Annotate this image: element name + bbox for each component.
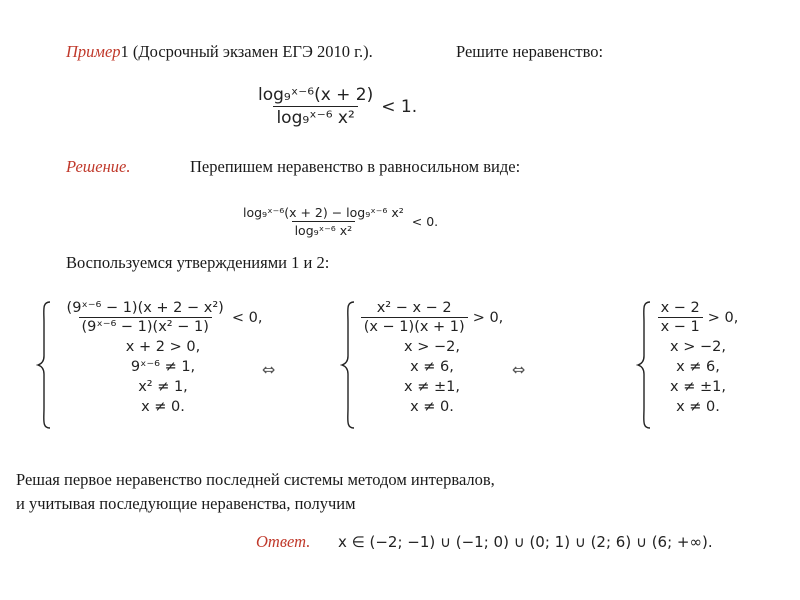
fraction bbox=[64, 300, 227, 335]
fraction-numerator: x² − x − 2 bbox=[376, 300, 452, 316]
system-row: x > −2, bbox=[404, 339, 460, 355]
system-1 bbox=[36, 300, 276, 430]
conclusion-line-1: Решая первое неравенство последней системы методом интервалов, bbox=[16, 470, 495, 489]
fraction-numerator: (9ˣ⁻⁶ − 1)(x + 2 − x²) bbox=[66, 300, 224, 316]
fraction bbox=[255, 85, 376, 128]
system-rows bbox=[648, 300, 748, 417]
task-statement: Решите неравенство: bbox=[456, 42, 604, 61]
system-fraction-row bbox=[658, 300, 739, 335]
fraction-denominator: log₉ˣ⁻⁶ x² bbox=[273, 106, 357, 128]
relation: > 0, bbox=[707, 309, 739, 326]
answer-value: x ∈ (−2; −1) ∪ (−1; 0) ∪ (0; 1) ∪ (2; 6) ∪ (6; +∞). bbox=[338, 533, 713, 551]
fraction-denominator: (9ˣ⁻⁶ − 1)(x² − 1) bbox=[79, 317, 212, 335]
system-row: x² ≠ 1, bbox=[138, 379, 188, 395]
fraction-denominator: x − 1 bbox=[658, 317, 703, 335]
equivalence-symbol: ⇔ bbox=[262, 360, 276, 379]
system-row: x + 2 > 0, bbox=[125, 339, 201, 355]
inequality-original bbox=[255, 85, 417, 128]
system-row: x ≠ 0. bbox=[410, 399, 454, 415]
system-fraction-row bbox=[64, 300, 263, 335]
system-fraction-row bbox=[361, 300, 504, 335]
system-3 bbox=[636, 300, 746, 430]
fraction-denominator: log₉ˣ⁻⁶ x² bbox=[292, 221, 356, 238]
system-row: x ≠ ±1, bbox=[404, 379, 460, 395]
fraction bbox=[240, 205, 407, 238]
fraction-numerator: log₉ˣ⁻⁶(x + 2) bbox=[258, 85, 374, 105]
solution-text: Перепишем неравенство в равносильном виде: bbox=[190, 157, 521, 176]
use-statements-text: Воспользуемся утверждениями 1 и 2: bbox=[66, 253, 330, 272]
example-title: 1 (Досрочный экзамен ЕГЭ 2010 г.). bbox=[120, 42, 373, 61]
system-row: x ≠ 0. bbox=[676, 399, 720, 415]
system-rows bbox=[48, 300, 278, 417]
system-row: 9ˣ⁻⁶ ≠ 1, bbox=[130, 359, 196, 375]
example-heading bbox=[66, 42, 373, 62]
fraction-numerator: log₉ˣ⁻⁶(x + 2) − log₉ˣ⁻⁶ x² bbox=[243, 205, 404, 220]
fraction-denominator: (x − 1)(x + 1) bbox=[361, 317, 468, 335]
equivalence-symbol: ⇔ bbox=[512, 360, 526, 379]
relation: < 0, bbox=[231, 309, 263, 326]
relation: > 0, bbox=[472, 309, 504, 326]
relation: < 0. bbox=[411, 214, 439, 229]
inequality-rewritten bbox=[240, 205, 438, 238]
system-row: x ≠ 0. bbox=[141, 399, 185, 415]
system-row: x ≠ 6, bbox=[410, 359, 454, 375]
system-row: x > −2, bbox=[670, 339, 726, 355]
system-row: x ≠ ±1, bbox=[670, 379, 726, 395]
fraction bbox=[658, 300, 703, 335]
system-2 bbox=[340, 300, 510, 430]
system-row: x ≠ 6, bbox=[676, 359, 720, 375]
fraction bbox=[361, 300, 468, 335]
relation: < 1. bbox=[381, 96, 418, 117]
example-label: Пример bbox=[66, 42, 121, 61]
conclusion-line-2: и учитывая последующие неравенства, получим bbox=[16, 494, 356, 513]
fraction-numerator: x − 2 bbox=[660, 300, 700, 316]
answer-label: Ответ. bbox=[256, 532, 311, 551]
solution-label: Решение. bbox=[66, 157, 131, 176]
system-rows bbox=[352, 300, 512, 417]
